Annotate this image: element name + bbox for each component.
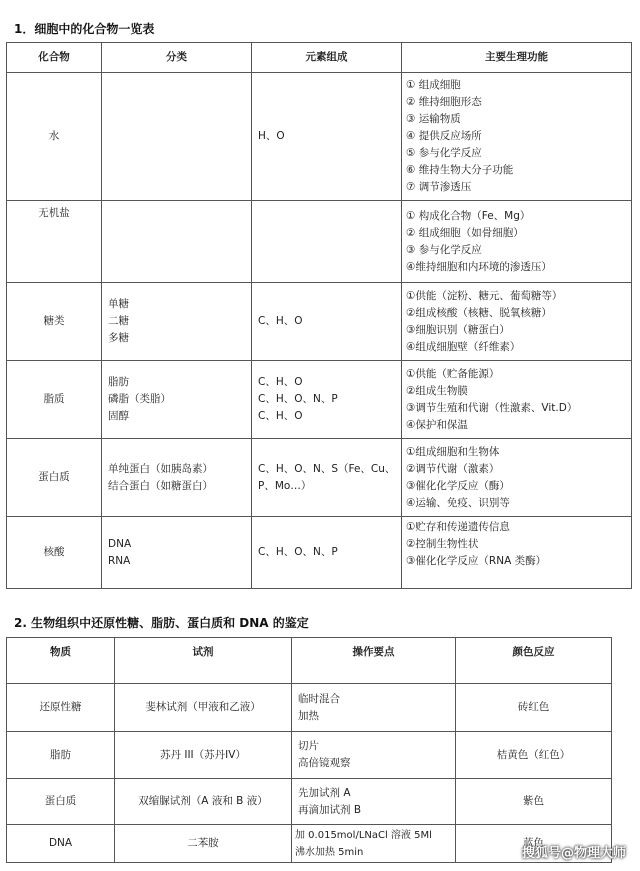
- color-cell: 蓝色: [456, 825, 612, 863]
- compound-name: 无机盐: [7, 201, 102, 283]
- element-text: C、H、O、N、P: [258, 546, 338, 558]
- steps-cell: [292, 779, 456, 825]
- function-item: ② 维持细胞形态: [406, 96, 482, 108]
- function-item: ③ 运输物质: [406, 113, 461, 125]
- header-category: 分类: [102, 43, 252, 73]
- table-row: [7, 361, 632, 439]
- header-reagent: 试剂: [115, 638, 292, 684]
- category-item: 脂肪: [108, 376, 129, 388]
- table-row: [7, 439, 632, 517]
- element-text: H、O: [258, 130, 285, 142]
- category-cell: [102, 73, 252, 201]
- elements-cell: [252, 517, 402, 589]
- compound-name: 脂质: [7, 361, 102, 439]
- identification-table: [6, 637, 612, 863]
- color-cell: 紫色: [456, 779, 612, 825]
- function-item: ④ 提供反应场所: [406, 130, 482, 142]
- elements-cell: [252, 73, 402, 201]
- category-item: 多糖: [108, 332, 129, 344]
- category-cell: [102, 361, 252, 439]
- reagent-cell: 二苯胺: [115, 825, 292, 863]
- category-cell: [102, 283, 252, 361]
- function-item: ④组成细胞壁（纤维素）: [406, 340, 521, 353]
- function-item: ③催化化学反应（RNA 类酶）: [406, 555, 547, 567]
- category-item: 磷脂（类脂）: [108, 393, 171, 405]
- element-text: C、H、O: [258, 376, 303, 388]
- elements-cell: [252, 439, 402, 517]
- function-item: ⑤ 参与化学反应: [406, 147, 482, 159]
- steps-cell: [292, 825, 456, 863]
- table-row: [7, 684, 612, 732]
- color-cell: 桔黄色（红色）: [456, 732, 612, 779]
- category-cell: [102, 517, 252, 589]
- table-row: [7, 779, 612, 825]
- compounds-table: [6, 42, 632, 589]
- category-item: 固醇: [108, 410, 129, 422]
- functions-cell: [402, 361, 632, 439]
- function-item: ②控制生物性状: [406, 538, 479, 550]
- function-item: ①供能（贮备能源）: [406, 367, 500, 380]
- compound-name: 核酸: [7, 517, 102, 589]
- step-item: 加 0.015mol/LNaCl 溶液 5Ml: [295, 829, 432, 841]
- elements-cell: [252, 283, 402, 361]
- elements-cell: [252, 361, 402, 439]
- header-elements: 元素组成: [252, 43, 402, 73]
- header-compound: 化合物: [7, 43, 102, 73]
- function-item: ② 组成细胞（如骨细胞）: [406, 226, 524, 239]
- functions-cell: [402, 73, 632, 201]
- functions-cell: [402, 517, 632, 589]
- section1-title: 1．细胞中的化合物一览表: [14, 22, 155, 36]
- compound-name: 蛋白质: [7, 439, 102, 517]
- substance-cell: 脂肪: [7, 732, 115, 779]
- function-item: ②组成核酸（核糖、脱氧核糖）: [406, 306, 552, 319]
- function-item: ④维持细胞和内环境的渗透压）: [406, 260, 552, 273]
- category-item: 单纯蛋白（如胰岛素）: [108, 462, 213, 475]
- header-functions: 主要生理功能: [402, 43, 632, 73]
- header-substance: 物质: [7, 638, 115, 684]
- function-item: ②组成生物膜: [406, 384, 468, 397]
- step-item: 再滴加试剂 B: [298, 803, 362, 816]
- header-color: 颜色反应: [456, 638, 612, 684]
- category-cell: [102, 439, 252, 517]
- category-cell: [102, 201, 252, 283]
- function-item: ③调节生殖和代谢（性激素、Vit.D）: [406, 401, 578, 414]
- reagent-cell: 双缩脲试剂（A 液和 B 液）: [115, 779, 292, 825]
- table-row: [7, 201, 632, 283]
- element-text: C、H、O、N、P: [258, 393, 338, 405]
- functions-cell: [402, 283, 632, 361]
- function-item: ① 构成化合物（Fe、Mg）: [406, 209, 531, 222]
- category-item: DNA: [108, 537, 132, 550]
- substance-cell: 还原性糖: [7, 684, 115, 732]
- functions-cell: [402, 201, 632, 283]
- step-item: 高倍镜观察: [298, 757, 351, 769]
- color-cell: 砖红色: [456, 684, 612, 732]
- function-item: ③ 参与化学反应: [406, 243, 482, 256]
- step-item: 临时混合: [298, 692, 340, 705]
- section2-title: 2. 生物组织中还原性糖、脂肪、蛋白质和 DNA 的鉴定: [14, 616, 309, 630]
- function-item: ①贮存和传递遗传信息: [406, 521, 510, 533]
- step-item: 切片: [298, 740, 319, 752]
- compound-name: 水: [7, 73, 102, 201]
- function-item: ⑥ 维持生物大分子功能: [406, 164, 514, 176]
- step-item: 先加试剂 A: [298, 786, 351, 799]
- table-row: [7, 732, 612, 779]
- steps-cell: [292, 684, 456, 732]
- table-row: [7, 283, 632, 361]
- functions-cell: [402, 439, 632, 517]
- substance-cell: DNA: [7, 825, 115, 863]
- function-item: ③细胞识别（糖蛋白）: [406, 323, 510, 336]
- step-item: 加热: [298, 709, 319, 722]
- table-row: [7, 73, 632, 201]
- step-item: 沸水加热 5min: [295, 846, 364, 858]
- function-item: ④运输、免疫、识别等: [406, 496, 510, 509]
- compound-name: 糖类: [7, 283, 102, 361]
- watermark: 搜狐号@物理大师: [521, 846, 626, 861]
- function-item: ⑦ 调节渗透压: [406, 181, 472, 193]
- steps-cell: [292, 732, 456, 779]
- reagent-cell: 苏丹 III（苏丹IV）: [115, 732, 292, 779]
- category-item: 单糖: [108, 298, 129, 310]
- function-item: ③催化化学反应（酶）: [406, 479, 510, 492]
- element-text: C、H、O: [258, 410, 303, 422]
- reagent-cell: 斐林试剂（甲液和乙液）: [115, 684, 292, 732]
- function-item: ④保护和保温: [406, 418, 468, 431]
- elements-cell: [252, 201, 402, 283]
- substance-cell: 蛋白质: [7, 779, 115, 825]
- table-row: [7, 825, 612, 863]
- function-item: ①组成细胞和生物体: [406, 445, 500, 458]
- function-item: ②调节代谢（激素）: [406, 462, 500, 475]
- table-row: [7, 517, 632, 589]
- category-item: 结合蛋白（如糖蛋白）: [108, 479, 213, 492]
- category-item: RNA: [108, 554, 131, 567]
- header-steps: 操作要点: [292, 638, 456, 684]
- function-item: ① 组成细胞: [406, 79, 461, 91]
- element-text: C、H、O: [258, 315, 303, 327]
- function-item: ①供能（淀粉、糖元、葡萄糖等）: [406, 289, 563, 302]
- category-item: 二糖: [108, 315, 129, 327]
- element-text: C、H、O、N、S（Fe、Cu、P、Mo…）: [258, 462, 396, 492]
